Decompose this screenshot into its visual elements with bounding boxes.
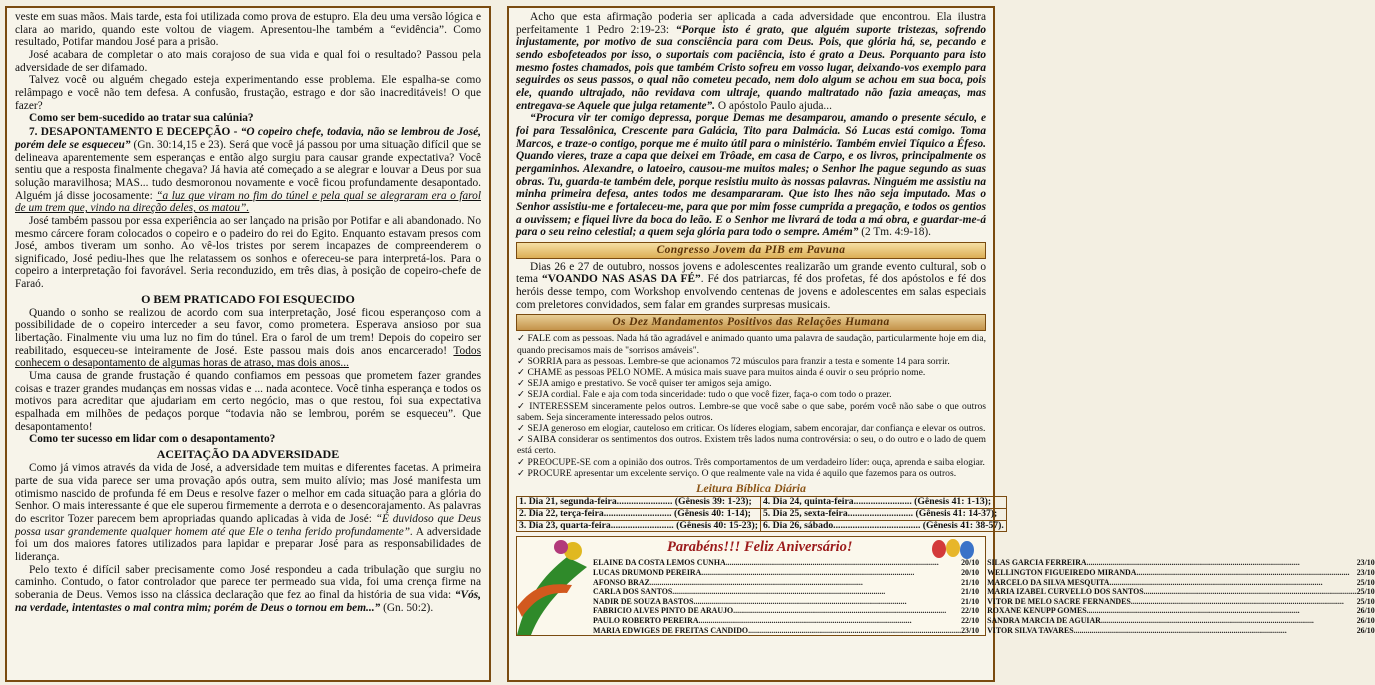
paragraph: Uma causa de grande frustação é quando confiamos em pessoas que prometem fazer grandes coisas e trazer grandes mudanças em nossas vidas e ... nada acontece. Você tinha esperança e todos os motivos para acreditar que ajudariam em certo negócio, mas o que restou, foi sua expectativa espalhada em milhões de pedaços porque “todavia não se lembrou, porém se esqueceu”. Que desapontamento! bbox=[15, 370, 481, 433]
paragraph-text: Quando o sonho se realizou de acordo com sua interpretação, José ficou esperançoso com a possibilidade de o copeiro interceder a seu favor, como prometera. Esperava ansioso por sua libertação. Finalmente viu uma luz no fim do túnel. Era o farol de um trem! Depois do copeiro ser reabilitado, esqueceu-se inteiramente de José. Este passou mais dois anos encarcerado! bbox=[15, 306, 481, 357]
birthday-date: 26/10 bbox=[1356, 606, 1375, 616]
birthday-entry bbox=[987, 587, 1375, 597]
dot-leader bbox=[650, 578, 961, 588]
leitura-table bbox=[516, 496, 1007, 532]
birthday-date: 20/10 bbox=[961, 558, 980, 568]
birthday-name: ELAINE DA COSTA LEMOS CUNHA bbox=[593, 558, 726, 568]
dot-leader bbox=[733, 606, 961, 616]
birthday-entry bbox=[593, 558, 979, 568]
check-icon: ✓ bbox=[517, 333, 526, 345]
birthday-date: 21/10 bbox=[961, 596, 980, 606]
leitura-cell: 4. Dia 24, quinta-feira........................ (Gênesis 41: 1-13); bbox=[760, 497, 1006, 509]
paragraph-text: . Fé dos patriarcas, fé dos profetas, fé dos apóstolos e fé dos heróis desse tempo, com Workshop envolvendo centenas de jovens e adolescentes em salas especiais com preletores convidados, sem falar em grandes surpresas musicais. bbox=[516, 273, 986, 311]
mandamento-text: SAIBA considerar os sentimentos dos outros. Existem três lados numa controvérsia: o seu, o do outro e o lado de quem está certo. bbox=[517, 434, 986, 457]
bible-quote: “Vós, na verdade, intentastes o mal contra mim; porém de Deus o tornou em bem...” bbox=[15, 588, 481, 614]
birthday-name: VITOR SILVA TAVARES bbox=[987, 625, 1074, 635]
mandamento-text: SEJA cordial. Fale e aja com toda sinceridade: tudo o que você fizer, faça-o com todo o prazer. bbox=[527, 389, 892, 401]
paragraph-text: A adversidade foi um dos maiores fatores utilizados para lapidar e preparar José para as responsabilidades de liderança. bbox=[15, 525, 482, 563]
dot-leader bbox=[1144, 587, 1357, 597]
check-icon: ✓ bbox=[517, 367, 526, 379]
birthday-date: 25/10 bbox=[1356, 577, 1375, 587]
birthday-entry bbox=[593, 587, 979, 597]
check-icon: ✓ bbox=[517, 423, 526, 435]
bible-reference: (2 Tm. 4:9-18). bbox=[861, 226, 931, 239]
check-icon: ✓ bbox=[517, 389, 526, 401]
birthday-name: FABRICIO ALVES PINTO DE ARAUJO bbox=[593, 606, 734, 616]
paragraph-text: Como já vimos através da vida de José, a adversidade tem muitas e diferentes facetas. A primeira parte de sua vida parece ser uma provação após outra, sem muito alívio; mas José manifesta um otimismo nascido de profunda fé em Deus e resolve fazer o melhor em cada situação para a glória do Senhor. O mais interessante é que ele superou firmemente a derrota e o desencorajamento. As palavras do escritor Tozer parecem bem apropriadas quando aplicadas à vida de José: bbox=[15, 462, 481, 525]
section-heading: ACEITAÇÃO DA ADVERSIDADE bbox=[156, 447, 340, 462]
leitura-cell: 1. Dia 21, segunda-feira....................... (Gênesis 39: 1-23); bbox=[517, 497, 761, 509]
birthday-entry bbox=[987, 597, 1375, 607]
birthday-name: SILAS GARCIA FERREIRA bbox=[987, 558, 1087, 568]
paragraph bbox=[15, 564, 481, 615]
birthday-entry bbox=[987, 626, 1375, 636]
birthday-entry bbox=[593, 616, 979, 626]
bible-reference: (Gn. 50:2). bbox=[383, 601, 434, 614]
mandamento-text: INTERESSEM sinceramente pelos outros. Lembre-se que você sabe o que sabe, porém você não sabe o que outros sabem. Seja sinceramente interessado pelos outros. bbox=[517, 400, 987, 423]
dot-leader bbox=[1087, 558, 1357, 568]
birthday-date: 26/10 bbox=[1356, 616, 1375, 626]
birthday-date: 26/10 bbox=[1356, 625, 1375, 635]
check-icon: ✓ bbox=[517, 378, 526, 390]
mandamento-text: PROCURE apresentar um excelente serviço. O que realmente vale na vida é aquilo que fazemos para os outros. bbox=[527, 467, 957, 479]
birthday-entry bbox=[987, 568, 1375, 578]
dot-leader bbox=[748, 626, 961, 636]
mandamento-item bbox=[517, 457, 986, 468]
leitura-cell: 6. Dia 26, sábado.................................... (Gênesis 41: 38-57). bbox=[760, 520, 1006, 532]
mandamentos-list bbox=[516, 333, 986, 479]
birthday-title: Parabéns!!! Feliz Aniversário! bbox=[667, 539, 853, 556]
congresso-paragraph bbox=[516, 261, 986, 312]
birthday-date: 25/10 bbox=[1356, 596, 1375, 606]
mandamento-item bbox=[517, 333, 986, 355]
birthday-date: 23/10 bbox=[1356, 568, 1375, 578]
paragraph: veste em suas mãos. Mais tarde, esta foi utilizada como prova de estupro. Ela deu uma versão lógica e clara ao marido, quando este voltou de viagem. Apresentou-lhe também a “evidência”. Como resultado, Potifar mandou José para a prisão. bbox=[15, 11, 481, 49]
mandamento-item bbox=[517, 434, 986, 456]
right-page bbox=[507, 6, 1375, 682]
mandamento-item bbox=[517, 468, 986, 479]
dot-leader bbox=[701, 568, 961, 578]
birthday-date: 25/10 bbox=[1356, 587, 1375, 597]
paragraph-text: Acho que esta afirmação poderia ser aplicada a cada adversidade que encontrou. Ela ilustra perfeitamente 1 Pedro 2:19-23: bbox=[516, 11, 986, 36]
bible-quote: “Porque isto é grato, que alguém suporte tristezas, sofrendo injustamente, por motivo de sua consciência para com Deus. Pois, que glória há, se, pecando e sendo esbofeteados por isso, o suportais com paciência, isto é grato a Deus. Porquanto para isto mesmo fostes chamados, pois que também Cristo sofreu em vosso lugar, deixando-vos exemplo para seguirdes os seus passos, o qual não cometeu pecado, nem dolo algum se achou em sua boca, pois ele, quando ultrajado, não revidava com ultraje, quando maltratado não fazia ameaças, mas entregava-se Aquele que julga retamente”. bbox=[516, 23, 987, 112]
birthday-name: AFONSO BRAZ bbox=[593, 577, 650, 587]
mandamento-item bbox=[517, 389, 986, 400]
mandamentos-banner: Os Dez Mandamentos Positivos das Relações Humana bbox=[516, 314, 986, 331]
birthday-entry bbox=[593, 597, 979, 607]
underlined-text: Todos conhecem o desapontamento de algumas horas de atraso, mas dois anos... bbox=[15, 344, 481, 370]
joke-quote: “a luz que viram no fim do túnel e pela qual se alegraram era o farol de um trem que, vindo na direção deles, os matou”. bbox=[15, 189, 481, 215]
mandamento-item bbox=[517, 423, 986, 434]
paragraph bbox=[516, 11, 986, 112]
paragraph: Talvez você ou alguém chegado esteja experimentando esse problema. Ele espalha-se como relâmpago e você não tem defesa. A confusão, frustação, estrago e dor são inacreditáveis! O que fazer? bbox=[15, 74, 481, 112]
birthday-entry bbox=[987, 616, 1375, 626]
left-page bbox=[5, 6, 491, 682]
section-heading: O BEM PRATICADO FOI ESQUECIDO bbox=[141, 291, 355, 306]
birthday-entry bbox=[987, 558, 1375, 568]
congresso-banner: Congresso Jovem da PIB em Pavuna bbox=[516, 242, 986, 259]
birthday-box bbox=[516, 536, 1375, 636]
leitura-row bbox=[517, 520, 1007, 532]
leitura-row bbox=[517, 508, 1007, 520]
birthday-entry bbox=[593, 568, 979, 578]
birthday-name: MARIA EDWIGES DE FREITAS CANDIDO bbox=[593, 625, 749, 635]
mandamento-item bbox=[517, 367, 986, 378]
birthday-entry bbox=[987, 606, 1375, 616]
birthday-date: 22/10 bbox=[961, 606, 980, 616]
birthday-date: 20/10 bbox=[961, 568, 980, 578]
check-icon: ✓ bbox=[517, 456, 526, 468]
mandamento-text: FALE com as pessoas. Nada há tão agradável e animado quanto uma palavra de saudação, particularmente hoje em dia, quando precisamos mais de "sorrisos amáveis". bbox=[517, 333, 986, 356]
dot-leader bbox=[1087, 606, 1357, 616]
birthday-name: WELLINGTON FIGUEIREDO MIRANDA bbox=[987, 568, 1137, 578]
paragraph-text: Dias 26 e 27 de outubro, nossos jovens e adolescentes realizarão um grande evento cultural, sob o tema bbox=[516, 260, 986, 286]
birthday-entry bbox=[593, 606, 979, 616]
mandamento-text: PREOCUPE-SE com a opinião dos outros. Três comportamentos de um verdadeiro líder: ouça, aprenda e saiba elogiar. bbox=[527, 456, 985, 468]
leitura-cell: 3. Dia 23, quarta-feira.......................... (Gênesis 40: 15-23); bbox=[517, 520, 761, 532]
check-icon: ✓ bbox=[517, 400, 526, 412]
mandamento-text: CHAME as pessoas PELO NOME. A música mais suave para muitos ainda é ouvir o seu próprio nome. bbox=[527, 367, 926, 379]
mandamento-item bbox=[517, 378, 986, 389]
balloon-ribbon-decoration bbox=[517, 537, 587, 635]
event-theme: “VOANDO NAS ASAS DA FÉ” bbox=[542, 273, 701, 286]
tozer-quote: “É duvidoso que Deus possa usar grandemente qualquer homem até que Ele o tenha ferido profundamente”. bbox=[15, 512, 481, 538]
birthday-entry bbox=[987, 578, 1375, 588]
bible-quote: “O copeiro chefe, todavia, não se lembrou de José, porém dele se esqueceu” bbox=[15, 126, 482, 151]
birthday-name: NADIR DE SOUZA BASTOS bbox=[593, 596, 694, 606]
birthday-column-right bbox=[987, 558, 1375, 635]
birthday-name: SANDRA MARCIA DE AGUIAR bbox=[987, 616, 1101, 626]
mandamento-text: SEJA amigo e prestativo. Se você quiser ter amigos seja amigo. bbox=[527, 378, 772, 390]
paragraph-text: O apóstolo Paulo ajuda... bbox=[717, 99, 832, 112]
dot-leader bbox=[694, 597, 962, 607]
birthday-column-left bbox=[593, 558, 979, 635]
dot-leader bbox=[1074, 626, 1357, 636]
birthday-name: ROXANE KENUPP GOMES bbox=[987, 606, 1087, 616]
question-heading: Como ter sucesso em lidar com o desapontamento? bbox=[29, 433, 276, 446]
paragraph bbox=[15, 462, 481, 563]
dot-leader bbox=[1136, 568, 1356, 578]
paragraph: José também passou por essa experiência ao ser lançado na prisão por Potifar e ali abandonado. No mesmo cárcere foram colocados o copeiro e o padeiro do rei do Egito. Enquanto estavam presos com José, ambos tiveram um sonho. Ao vê-los tristes por serem incapazes de compreenderem o significado, José pediu-lhes que lhe relatassem os sonhos e ofereceu-se para interpretá-los. Para o copeiro a interpretação foi favorável. Seria reconduzido, em três dias, à posição de copeiro-chefe de Faraó. bbox=[15, 214, 481, 291]
birthday-name: VITOR DE MELO SACRE FERNANDES bbox=[987, 596, 1131, 606]
birthday-date: 22/10 bbox=[961, 616, 980, 626]
dot-leader bbox=[726, 558, 961, 568]
leitura-cell: 2. Dia 22, terça-feira............................ (Gênesis 40: 1-14); bbox=[517, 508, 761, 520]
birthday-date: 21/10 bbox=[961, 577, 980, 587]
check-icon: ✓ bbox=[517, 434, 526, 446]
mandamento-item bbox=[517, 401, 986, 423]
dot-leader bbox=[1131, 597, 1357, 607]
dot-leader bbox=[699, 616, 962, 626]
mandamento-text: SEJA generoso em elogiar, cauteloso em criticar. Os líderes elogiam, sabem encorajar, dar confiança e elevar os outros. bbox=[527, 423, 986, 435]
birthday-entry bbox=[593, 578, 979, 588]
birthday-name: CARLA DOS SANTOS bbox=[593, 587, 673, 597]
birthday-name: MARCELO DA SILVA MESQUITA bbox=[987, 577, 1110, 587]
birthday-name: LUCAS DRUMOND PEREIRA bbox=[593, 568, 702, 578]
leitura-title: Leitura Bíblica Diária bbox=[695, 481, 806, 496]
section-7-paragraph bbox=[15, 126, 481, 215]
birthday-entry bbox=[593, 626, 979, 636]
mandamento-item bbox=[517, 356, 986, 367]
bible-quote: “Procura vir ter comigo depressa, porque Demas me desamparou, amando o presente século, e foi para Tessalônica, Crescente para Galácia, Tito para Dalmácia. Só Lucas está comigo. Toma Marcos, e traze-o contigo, porque me é muito útil para o ministério. Também enviei Tíquico a Éfeso. Quando vieres, traze a capa que deixei em Trôade, em casa de Carpo, e os livros, principalmente os pergaminhos. Alexandre, o latoeiro, causou-me muitos males; o Senhor lhe pague segundo as suas obras. Tu, guarda-te também dele, porque resistiu muito às nossas palavras. Ninguém me assistiu na minha primeira defesa, antes todos me desampararam. Que isto lhes não seja imputado. Mas o Senhor assistiu-me e fortaleceu-me, para que por mim fosse cumprida a pregação, e todos os gentios a ouvissem; e fiquei livre da boca do leão. E o Senhor me livrará de toda a má obra, e guardar-me-á para o seu reino celestial; a quem seja glória para todo o sempre. Amém” bbox=[516, 112, 986, 239]
birthday-date: 21/10 bbox=[961, 587, 980, 597]
paragraph bbox=[15, 307, 481, 370]
section-7-label: 7. DESAPONTAMENTO E DECEPÇÃO - bbox=[29, 126, 238, 139]
paragraph: José acabara de completar o ato mais corajoso de sua vida e qual foi o resultado? Passou pela adversidade de ser difamado. bbox=[15, 48, 481, 74]
birthday-name: PAULO ROBERTO PEREIRA bbox=[593, 616, 699, 626]
dot-leader bbox=[1101, 616, 1357, 626]
birthday-date: 23/10 bbox=[1356, 558, 1375, 568]
dot-leader bbox=[672, 587, 961, 597]
birthday-name: MARIA IZABEL CURVELLO DOS SANTOS bbox=[987, 587, 1144, 597]
check-icon: ✓ bbox=[517, 355, 526, 367]
paragraph bbox=[516, 112, 986, 239]
paragraph-text: (Gn. 30:14,15 e 23). Será que você já passou por uma situação difícil que se delineava aparentemente sem esperanças e então algo surgiu para causar grande expectativa? Você sentiu que a resposta finalmente chegava? Já havia até começado a se alegrar e louvar a Deus por sua solução maravilhosa; MAS... tudo desmoronou novamente e você ficou profundamente desapontado. Alguém já disse jocosamente: bbox=[15, 138, 481, 202]
paragraph-text: Pelo texto é difícil saber precisamente como José respondeu a cada tribulação que surgiu no caminho. Contudo, o fator controlador que parece ter permeado sua vida, foi uma crença firme na soberania de Deus. Vemos isso na clássica declaração que fez ao final da história de sua vida: bbox=[15, 563, 481, 601]
leitura-row bbox=[517, 497, 1007, 509]
birthday-date: 23/10 bbox=[961, 625, 980, 635]
mandamento-text: SORRIA para as pessoas. Lembre-se que acionamos 72 músculos para franzir a testa e somente 14 para sorrir. bbox=[527, 355, 950, 367]
question-heading: Como ser bem-sucedido ao tratar sua calúnia? bbox=[29, 112, 254, 125]
dot-leader bbox=[1110, 578, 1357, 588]
check-icon: ✓ bbox=[517, 467, 526, 479]
leitura-cell: 5. Dia 25, sexta-feira........................... (Gênesis 41: 14-37); bbox=[760, 508, 1006, 520]
